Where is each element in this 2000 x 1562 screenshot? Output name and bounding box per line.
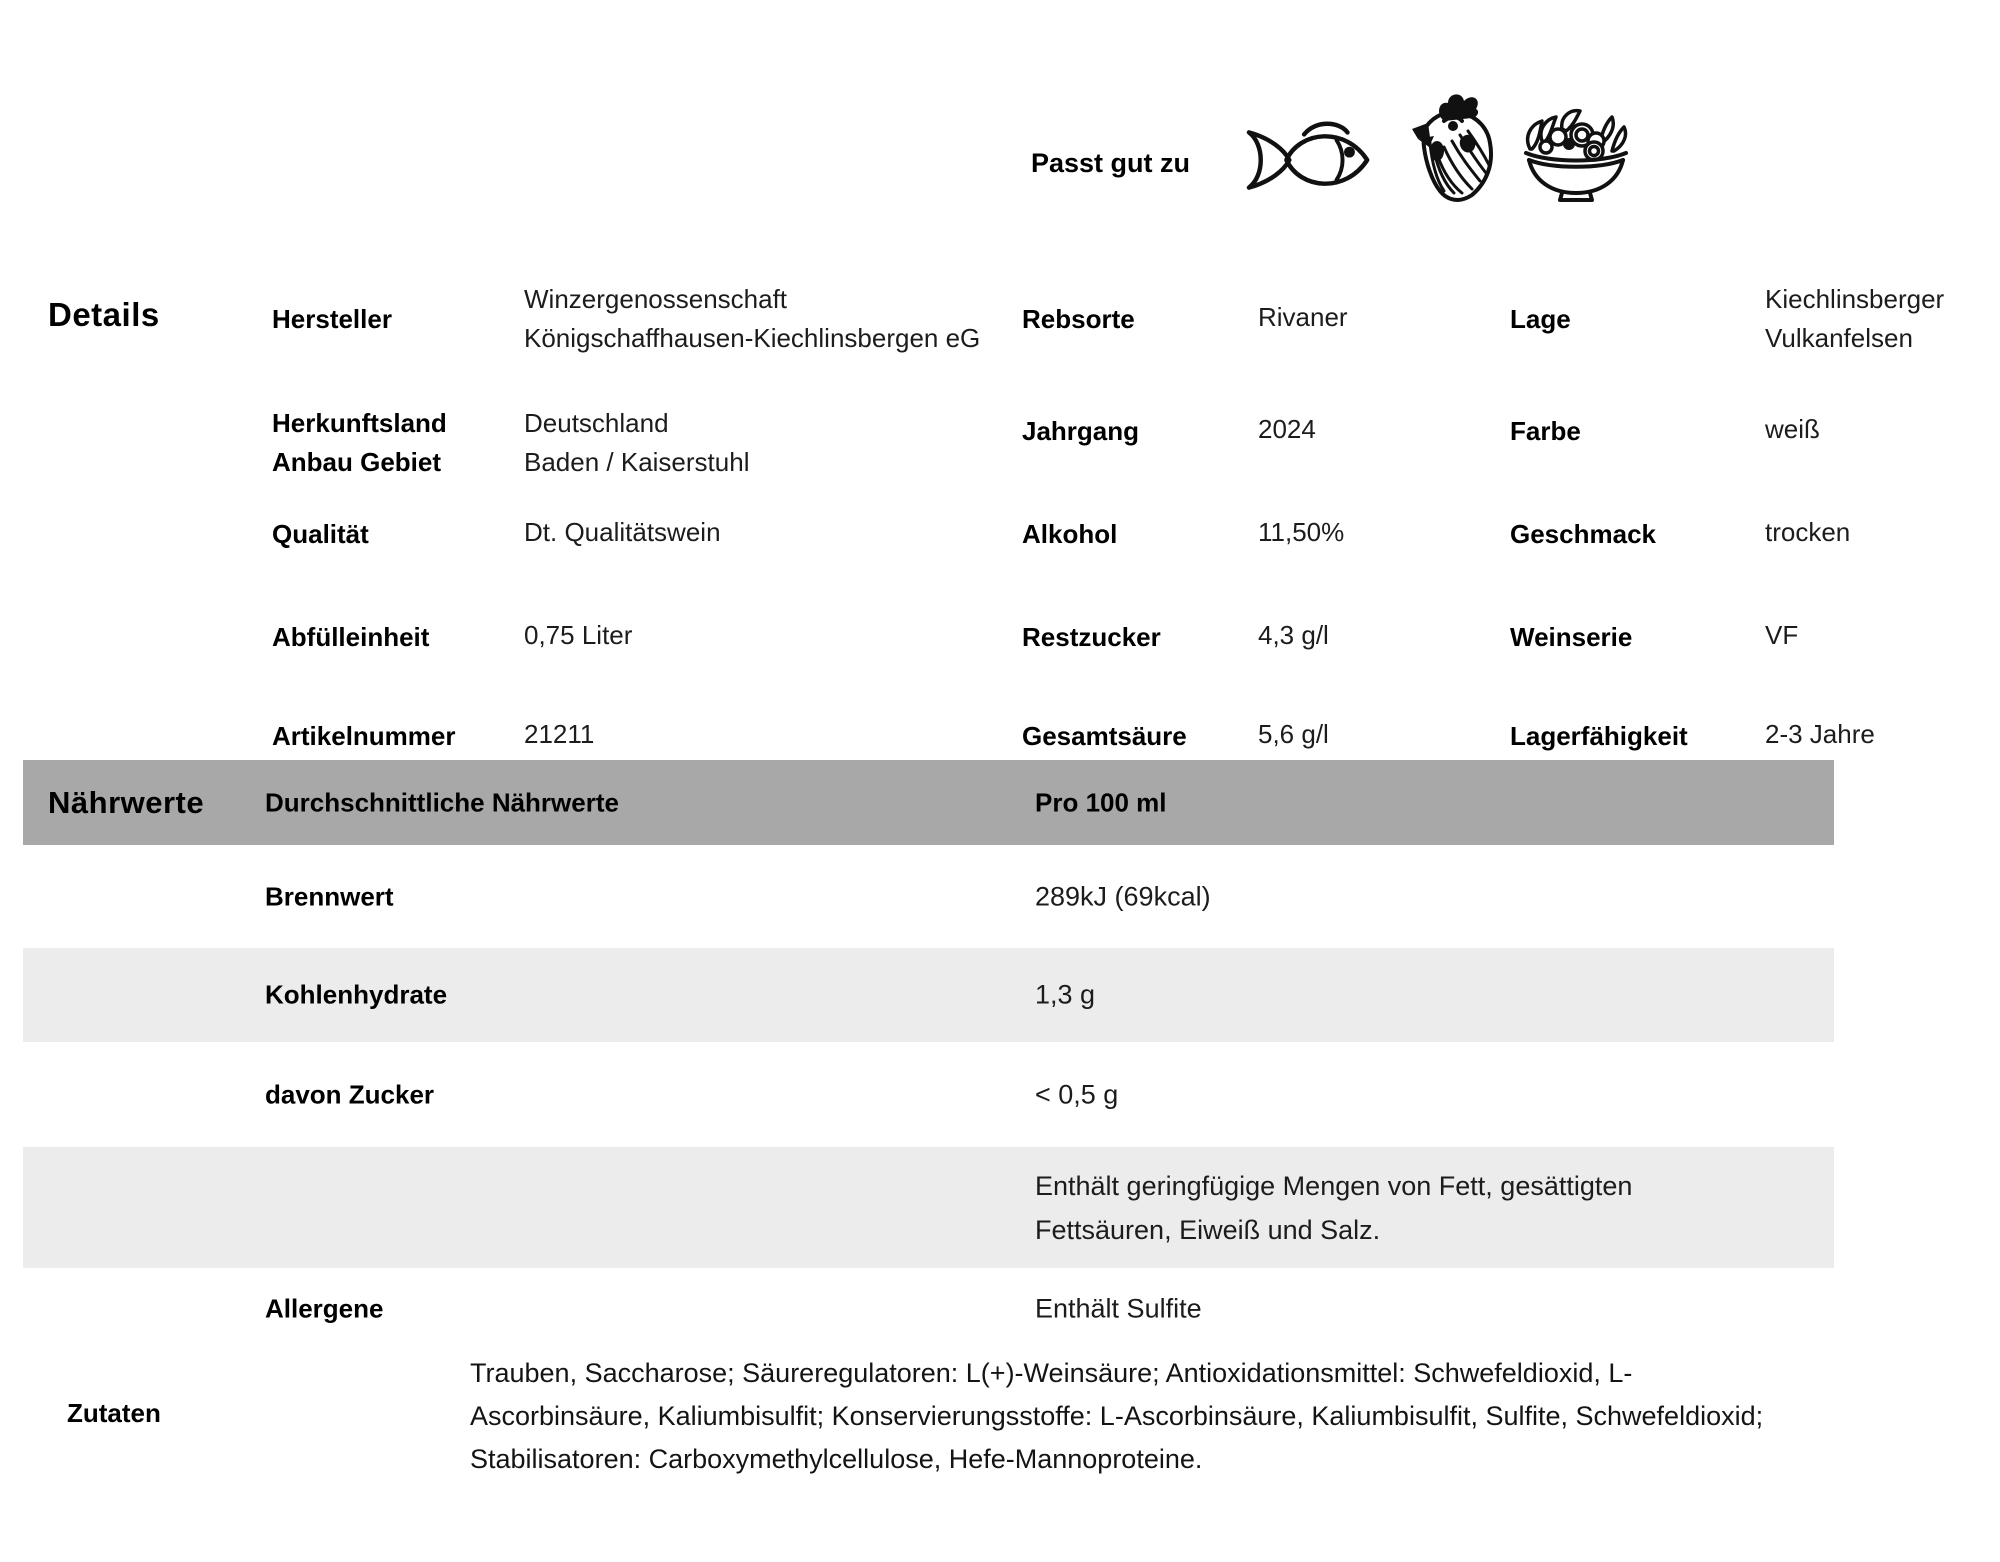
detail-value: Deutschland <box>524 408 669 438</box>
detail-label: Restzucker <box>1022 622 1161 652</box>
detail-value: 0,75 Liter <box>524 620 633 650</box>
nutrition-row-value: 289kJ (69kcal) <box>1035 881 1211 911</box>
detail-value: Baden / Kaiserstuhl <box>524 447 750 477</box>
detail-label: Gesamtsäure <box>1022 721 1187 751</box>
details-heading: Details <box>48 296 160 333</box>
nutrition-header-unit: Pro 100 ml <box>1035 787 1167 817</box>
nutrition-row <box>23 1042 1834 1147</box>
pairing-label: Passt gut zu <box>1031 148 1191 178</box>
detail-value: Vulkanfelsen <box>1765 323 1913 353</box>
nutrition-header-bar <box>23 760 1834 845</box>
ingredients-line: Trauben, Saccharose; Säureregulatoren: L(+)-Weinsäure; Antioxidationsmittel: Schwefeldioxid, L- <box>470 1358 1633 1388</box>
detail-value: trocken <box>1765 517 1851 547</box>
nutrition-trace-note-row <box>23 1147 1834 1268</box>
detail-value: VF <box>1765 620 1799 650</box>
detail-value: Rivaner <box>1258 302 1348 332</box>
detail-label: Artikelnummer <box>272 721 456 751</box>
nutrition-row-label: Brennwert <box>265 881 394 911</box>
detail-value: Winzergenossenschaft <box>524 284 788 314</box>
ingredients-line: Stabilisatoren: Carboxymethylcellulose, Hefe-Mannoproteine. <box>470 1444 1203 1474</box>
trace-note-line: Fettsäuren, Eiweiß und Salz. <box>1035 1215 1381 1245</box>
detail-label: Qualität <box>272 519 369 549</box>
nutrition-row-value: 1,3 g <box>1035 979 1096 1010</box>
detail-value: Königschaffhausen-Kiechlinsbergen eG <box>524 323 981 353</box>
ingredients-line: Ascorbinsäure, Kaliumbisulfit; Konservierungsstoffe: L-Ascorbinsäure, Kaliumbisulfit, Sulfite, Schwefeldioxid; <box>470 1401 1764 1431</box>
fish-icon <box>1243 113 1381 207</box>
detail-value: 4,3 g/l <box>1258 620 1329 650</box>
trace-note-line: Enthält geringfügige Mengen von Fett, gesättigten <box>1035 1171 1633 1201</box>
detail-label: Farbe <box>1510 416 1581 446</box>
nutrition-row-value: < 0,5 g <box>1035 1079 1119 1109</box>
detail-value: 21211 <box>524 719 595 749</box>
ingredients-heading: Zutaten <box>67 1398 161 1428</box>
detail-label: Lagerfähigkeit <box>1510 721 1688 751</box>
detail-value: weiß <box>1765 414 1820 444</box>
nutrition-row <box>23 845 1834 948</box>
nutrition-heading: Nährwerte <box>48 784 205 820</box>
detail-value: 2024 <box>1258 414 1316 444</box>
detail-value: Kiechlinsberger <box>1765 284 1945 314</box>
salad-bowl-icon <box>1522 103 1630 203</box>
detail-value: 5,6 g/l <box>1258 719 1329 749</box>
nutrition-row <box>23 948 1834 1042</box>
detail-value: 11,50% <box>1258 517 1345 547</box>
detail-label: Weinserie <box>1510 622 1633 652</box>
detail-label: Jahrgang <box>1022 416 1140 446</box>
allergens-label: Allergene <box>265 1293 384 1324</box>
chicken-icon <box>1410 90 1510 204</box>
detail-label: Alkohol <box>1022 519 1118 549</box>
detail-label: Abfülleinheit <box>272 622 430 652</box>
nutrition-row-label: Kohlenhydrate <box>265 979 448 1010</box>
allergens-value: Enthält Sulfite <box>1035 1293 1202 1324</box>
detail-value: Dt. Qualitätswein <box>524 517 721 547</box>
detail-label: Lage <box>1510 304 1571 334</box>
detail-label: Rebsorte <box>1022 304 1135 334</box>
detail-label: Anbau Gebiet <box>272 447 442 477</box>
detail-label: Geschmack <box>1510 519 1656 549</box>
nutrition-row-label: davon Zucker <box>265 1079 435 1109</box>
detail-label: Herkunftsland <box>272 408 447 438</box>
nutrition-header-label: Durchschnittliche Nährwerte <box>265 787 619 817</box>
detail-label: Hersteller <box>272 304 392 334</box>
detail-value: 2-3 Jahre <box>1765 719 1875 749</box>
